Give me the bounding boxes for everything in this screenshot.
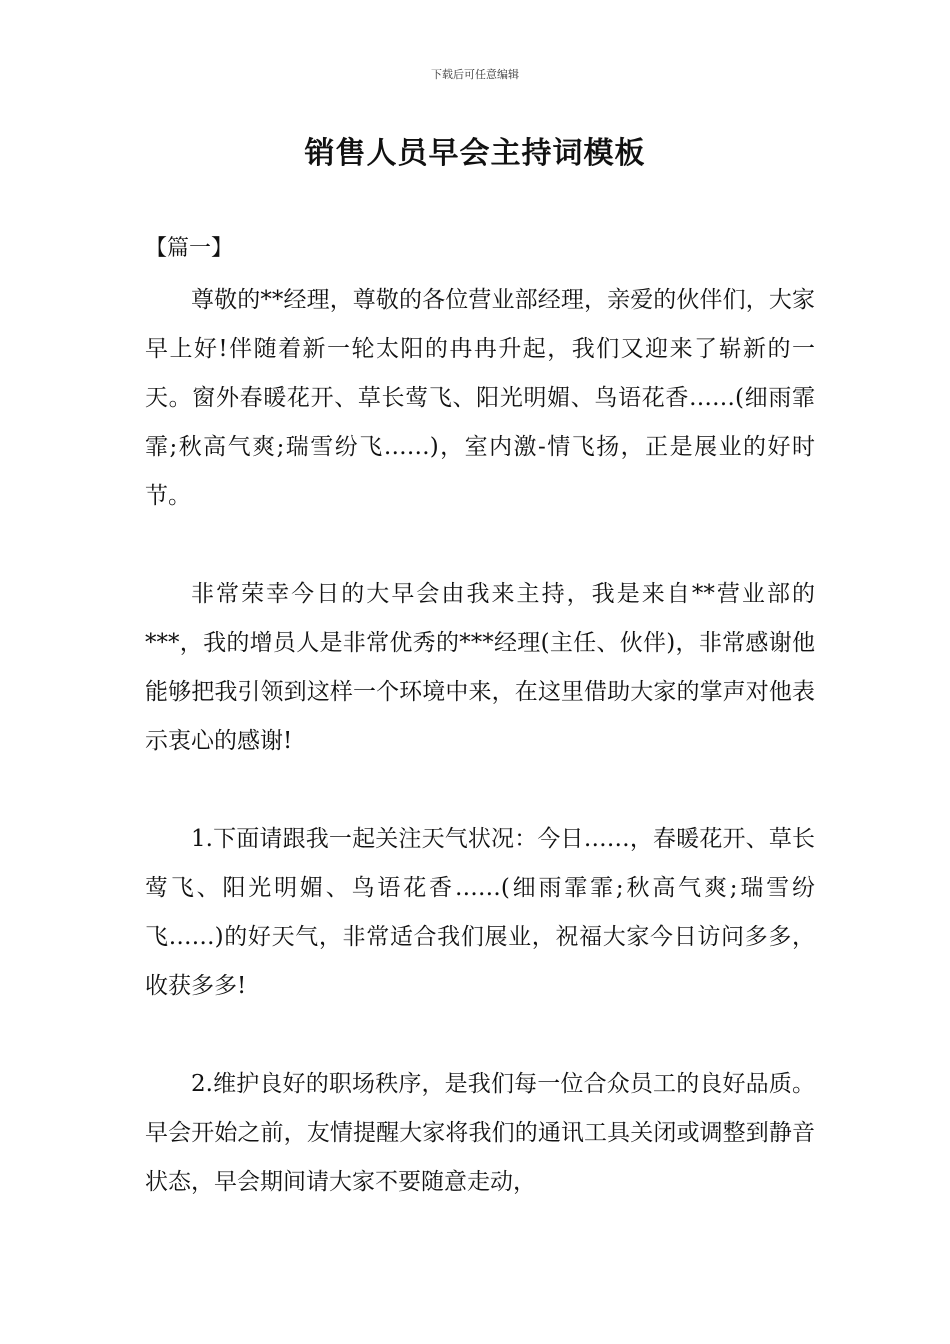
header-note: 下载后可任意编辑 [431,68,519,81]
document-title: 销售人员早会主持词模板 [304,136,646,171]
paragraph-1: 尊敬的**经理，尊敬的各位营业部经理，亲爱的伙伴们，大家早上好!伴随着新一轮太阳的冉冉升起，我们又迎来了崭新的一天。窗外春暖花开、草长莺飞、阳光明媚、鸟语花香……(细雨霏霏;秋高气爽;瑞雪纷飞……)，室内激-情飞扬，正是展业的好时节。 [145,287,815,509]
paragraph-4: 2.维护良好的职场秩序，是我们每一位合众员工的良好品质。早会开始之前，友情提醒大家将我们的通讯工具关闭或调整到静音状态，早会期间请大家不要随意走动， [145,1071,815,1195]
paragraph-3: 1.下面请跟我一起关注天气状况：今日……，春暖花开、草长莺飞、阳光明媚、鸟语花香……(细雨霏霏;秋高气爽;瑞雪纷飞……)的好天气，非常适合我们展业，祝福大家今日访问多多，收获多多! [145,826,815,999]
body-text [145,276,815,1207]
paragraph-2: 非常荣幸今日的大早会由我来主持，我是来自**营业部的***，我的增员人是非常优秀的***经理(主任、伙伴)，非常感谢他能够把我引领到这样一个环境中来，在这里借助大家的掌声对他表示衷心的感谢! [145,581,815,754]
section-label: 【篇一】 [145,236,234,261]
